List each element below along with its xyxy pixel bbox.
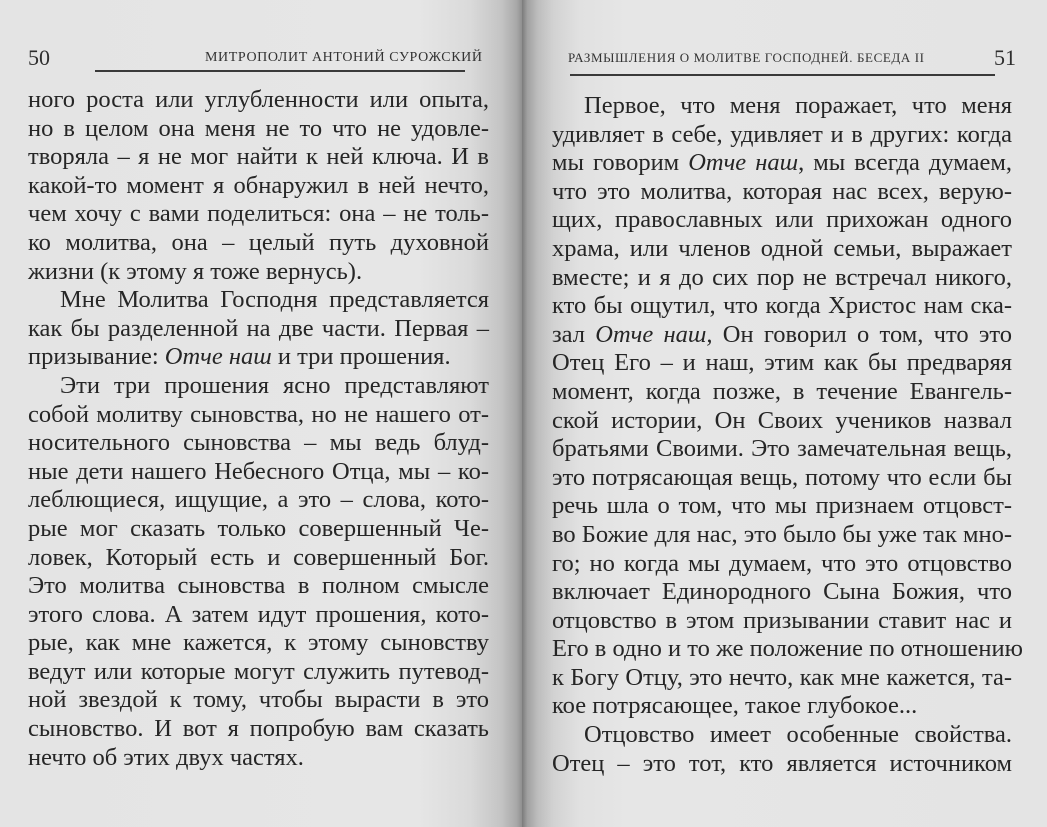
running-head-left: МИТРОПОЛИТ АНТОНИЙ СУРОЖСКИЙ [205, 50, 483, 65]
text-line [552, 149, 1012, 178]
text-line: рые, как мне кажется, к этому сыновству [28, 629, 489, 657]
text-line: этого слова. А затем идут прошения, кото- [28, 600, 489, 628]
text-line: ведут или которые могут служить путевод- [28, 657, 489, 685]
text-line: кое потрясающее, такое глубокое... [552, 692, 918, 720]
text-line: момент, когда позже, в течение Евангель- [552, 377, 1012, 405]
text-line [28, 343, 489, 372]
italic-phrase: Отче наш [164, 343, 272, 371]
text-line: Эти три прошения ясно представляют [60, 371, 489, 399]
text-line: го; но когда мы думаем, что это отцовство [552, 549, 1012, 577]
right-page [522, 0, 1047, 827]
text-line: братьями Своими. Это замечательная вещь, [552, 435, 1012, 463]
text-line: отцовство в этом призывании ставит нас и [552, 606, 1012, 634]
text-segment: , мы всегда думаем, [798, 149, 1012, 177]
text-line: Это молитва сыновства в полном смысле [28, 572, 489, 600]
text-line: храма, или членов одной семьи, выражает [552, 234, 1012, 262]
left-page [0, 0, 522, 827]
text-line: Отцовство имеет особенные свойства. [584, 721, 1012, 749]
text-line: кто бы ощутил, что когда Христос нам ска- [552, 292, 1012, 320]
text-line: к Богу Отцу, это нечто, как мне кажется, та- [552, 663, 1012, 691]
text-line: щих, православных или прихожан одного [552, 206, 1012, 234]
text-line: включает Единородного Сына Божия, что [552, 578, 1012, 606]
text-line: ловек, Который есть и совершенный Бог. [28, 543, 489, 571]
header-rule-left [95, 70, 465, 72]
text-line: чем хочу с вами поделиться: она – не толь- [28, 200, 489, 228]
text-line: собой молитву сыновства, но не нашего от- [28, 400, 489, 428]
body-text-right [552, 92, 1023, 778]
text-line: ного роста или углубленности или опыта, [28, 86, 489, 113]
text-line: нечто об этих двух частях. [28, 743, 304, 771]
text-line: носительного сыновства – мы ведь блуд- [28, 429, 489, 457]
text-segment: призывание: [28, 343, 165, 371]
text-line: творяла – я не мог найти к ней ключа. И в [28, 143, 489, 171]
text-line: как бы разделенной на две части. Первая – [28, 314, 489, 342]
text-line: Отец Его – и наш, этим как бы предваряя [552, 349, 1012, 377]
text-line: ко молитва, она – целый путь духовной [28, 228, 489, 256]
running-head-right: РАЗМЫШЛЕНИЯ О МОЛИТВЕ ГОСПОДНЕЙ. БЕСЕДА II [568, 50, 925, 65]
text-line: жизни (к этому я тоже вернусь). [28, 257, 363, 285]
text-segment: зал [552, 320, 596, 348]
text-line: сыновство. И вот я попробую вам сказать [28, 715, 489, 743]
text-line: Отец – это тот, кто является источником [552, 749, 1012, 777]
text-line: но в целом она меня не то что не удовле- [28, 114, 489, 142]
text-line: Его в одно и то же положение по отношению [552, 635, 1023, 663]
italic-phrase: Отче наш, [595, 320, 713, 348]
text-line: ной звездой к тому, чтобы вырасти в это [28, 686, 489, 714]
text-segment: и три прошения. [271, 343, 451, 371]
text-line: удивляет в себе, удивляет и в других: когда [552, 120, 1012, 148]
text-line: какой-то момент я обнаружил в ней нечто, [28, 171, 489, 199]
text-line: Мне Молитва Господня представляется [60, 286, 489, 314]
text-line: ные дети нашего Небесного Отца, мы – ко- [28, 457, 489, 485]
text-segment: Он говорил о том, что это [712, 320, 1012, 348]
text-line: это потрясающая вещь, потому что если бы [552, 463, 1012, 491]
body-text-left [28, 86, 489, 772]
text-line: во Божие для нас, это было бы уже так мно- [552, 520, 1013, 548]
text-line: леблющиеся, ищущие, а это – слова, кото- [28, 486, 489, 514]
text-line [552, 321, 1012, 350]
page-number-right: 51 [994, 45, 1016, 70]
text-line: что это молитва, которая нас всех, верую- [552, 177, 1012, 205]
page-number-left: 50 [28, 45, 50, 70]
header-rule-right [570, 74, 995, 76]
text-line: вместе; и я до сих пор не встречал никого, [552, 263, 1012, 291]
text-line: рые мог сказать только совершенный Че- [28, 514, 489, 542]
text-line: речь шла о том, что мы признаем отцовст- [552, 492, 1012, 520]
text-segment: мы говорим [552, 149, 689, 177]
text-line: Первое, что меня поражает, что меня [584, 92, 1012, 119]
text-line: ской истории, Он Своих учеников назвал [552, 406, 1012, 434]
italic-phrase: Отче наш [688, 149, 799, 177]
